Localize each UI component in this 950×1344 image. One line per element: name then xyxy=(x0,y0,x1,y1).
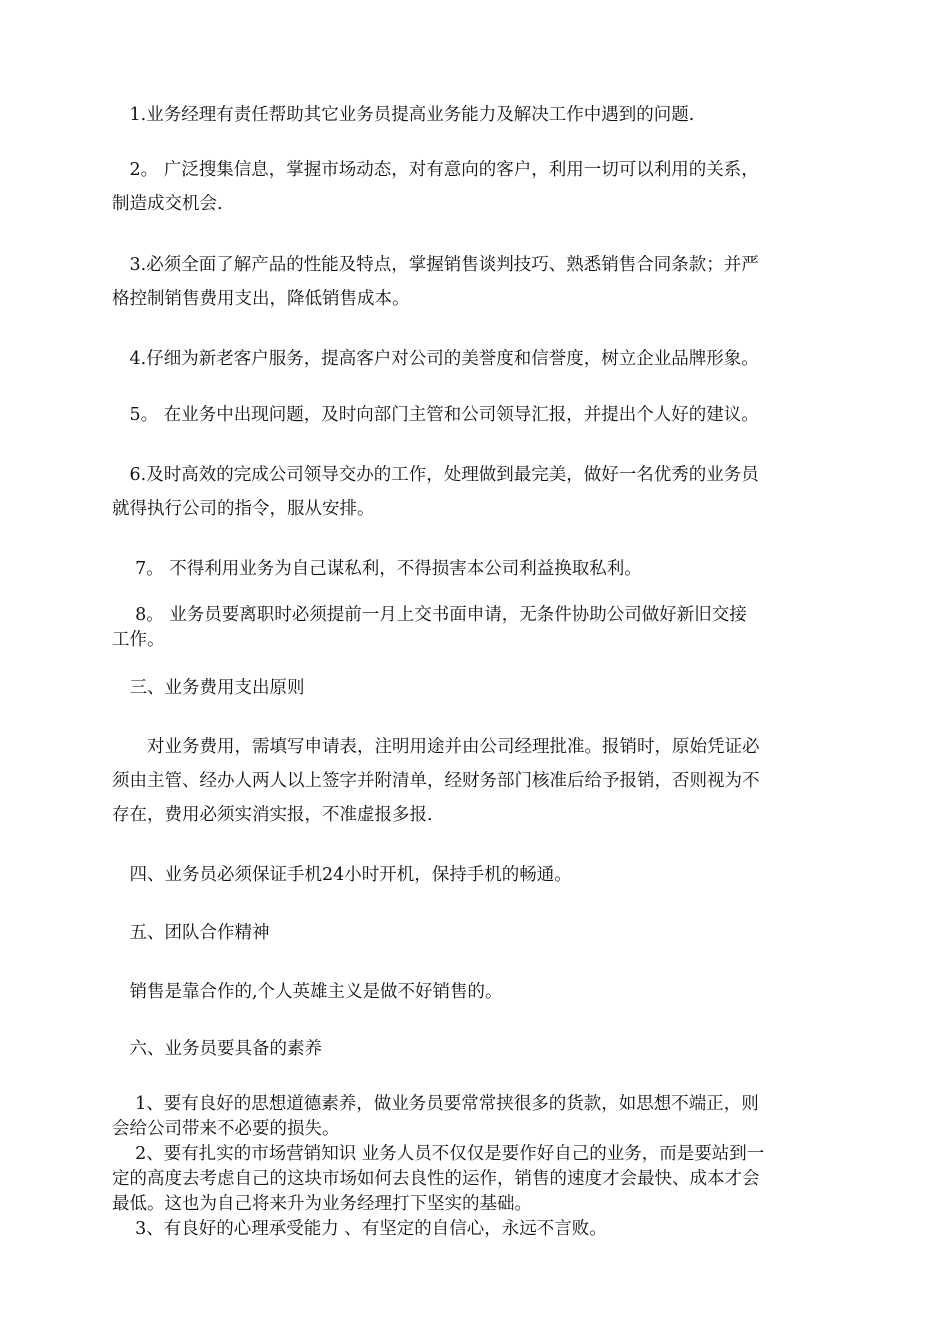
text-line: 1.业务经理有责任帮助其它业务员提高业务能力及解决工作中遇到的问题. xyxy=(112,105,695,125)
paragraph-duty-8 xyxy=(112,603,827,653)
text-line: 存在，费用必须实消实报，不准虚报多报. xyxy=(112,805,433,825)
text-line: 工作。 xyxy=(112,630,165,650)
text-line: 五、团队合作精神 xyxy=(112,923,270,943)
text-line: 5。 在业务中出现问题，及时向部门主管和公司领导汇报，并提出个人好的建议。 xyxy=(112,405,759,425)
section-heading-3 xyxy=(112,671,827,705)
text-line: 六、业务员要具备的素养 xyxy=(112,1039,322,1059)
text-line: 定的高度去考虑自己的这块市场如何去良性的运作，销售的速度才会最快、成本才会 xyxy=(112,1169,760,1189)
text-line: 3.必须全面了解产品的性能及特点，掌握销售谈判技巧、熟悉销售合同条款；并严 xyxy=(112,255,759,275)
paragraph-duty-5 xyxy=(112,398,827,432)
paragraph-duty-4 xyxy=(112,342,827,376)
text-line: 1、要有良好的思想道德素养，做业务员要常常挟很多的货款，如思想不端正，则 xyxy=(112,1094,759,1114)
text-line: 2。 广泛搜集信息，掌握市场动态，对有意向的客户，利用一切可以利用的关系， xyxy=(112,160,759,180)
text-line: 4.仔细为新老客户服务，提高客户对公司的美誉度和信誉度，树立企业品牌形象。 xyxy=(112,349,759,369)
text-line: 销售是靠合作的,个人英雄主义是做不好销售的。 xyxy=(112,982,503,1002)
text-line: 3、有良好的心理承受能力 、有坚定的自信心，永远不言败。 xyxy=(112,1219,607,1239)
paragraph-duty-6 xyxy=(112,458,827,526)
text-line: 就得执行公司的指令，服从安排。 xyxy=(112,499,375,519)
paragraph-teamwork xyxy=(112,975,827,1009)
text-line: 2、要有扎实的市场营销知识 业务人员不仅仅是要作好自己的业务，而是要站到一 xyxy=(112,1144,765,1164)
section-heading-5 xyxy=(112,916,827,950)
text-line: 8。 业务员要离职时必须提前一月上交书面申请，无条件协助公司做好新旧交接 xyxy=(112,605,747,625)
text-line: 6.及时高效的完成公司领导交办的工作，处理做到最完美，做好一名优秀的业务员 xyxy=(112,465,759,485)
section-heading-4 xyxy=(112,858,827,892)
text-line: 须由主管、经办人两人以上签字并附清单，经财务部门核准后给予报销，否则视为不 xyxy=(112,771,760,791)
paragraph-duty-3 xyxy=(112,248,827,316)
paragraph-expense-rules xyxy=(112,730,827,832)
paragraph-duty-2 xyxy=(112,153,827,221)
paragraph-duty-1 xyxy=(112,98,827,132)
paragraph-duty-7 xyxy=(112,552,827,586)
text-line: 格控制销售费用支出，降低销售成本。 xyxy=(112,289,410,309)
text-line: 最低。这也为自己将来升为业务经理打下坚实的基础。 xyxy=(112,1194,532,1214)
paragraph-qualities xyxy=(112,1092,827,1242)
text-line: 7。 不得利用业务为自己谋私利，不得损害本公司利益换取私利。 xyxy=(112,559,642,579)
text-line: 四、业务员必须保证手机24小时开机，保持手机的畅通。 xyxy=(112,865,572,885)
text-line: 会给公司带来不必要的损失。 xyxy=(112,1119,340,1139)
text-line: 制造成交机会. xyxy=(112,194,223,214)
text-line: 对业务费用，需填写申请表，注明用途并由公司经理批准。报销时，原始凭证必 xyxy=(112,737,760,757)
section-heading-6 xyxy=(112,1032,827,1066)
text-line: 三、业务费用支出原则 xyxy=(112,678,305,698)
